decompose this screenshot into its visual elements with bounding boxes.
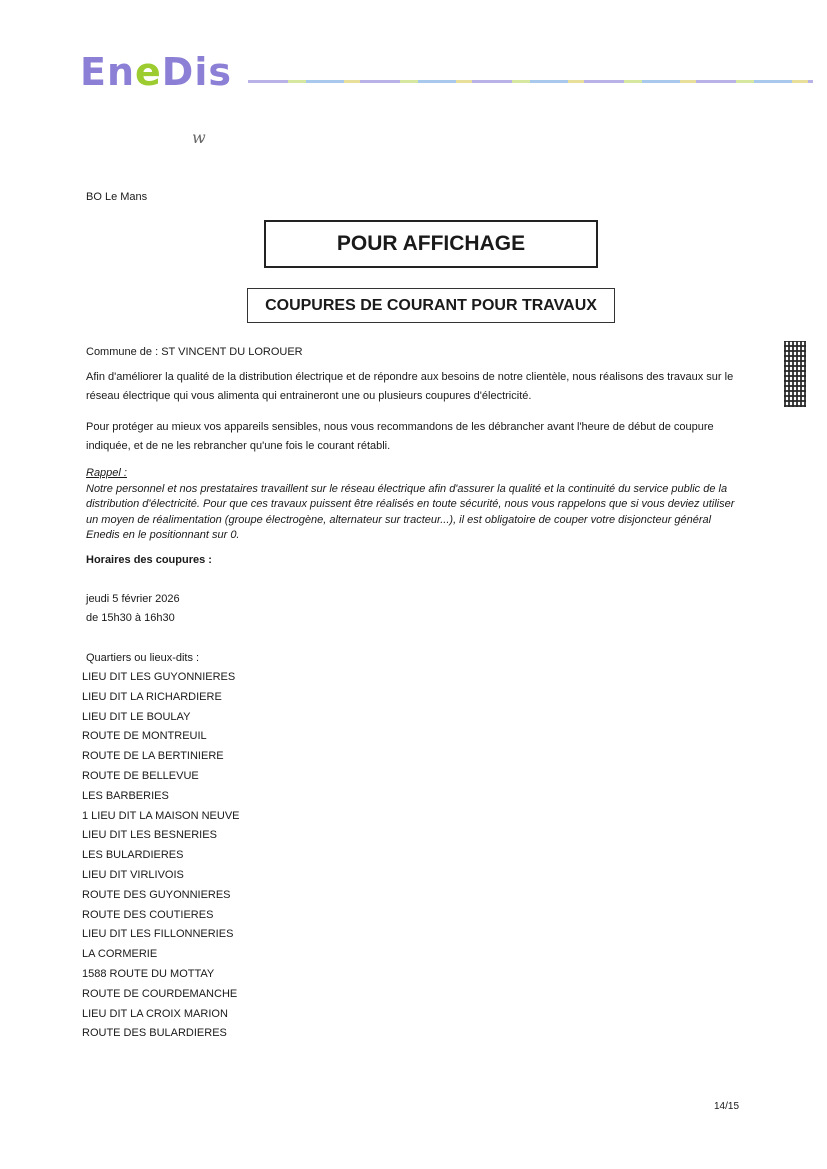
outage-time: de 15h30 à 16h30 bbox=[86, 612, 175, 624]
datamatrix-code bbox=[784, 341, 806, 407]
schedule-heading: Horaires des coupures : bbox=[86, 554, 212, 566]
header-divider-line bbox=[248, 80, 813, 83]
location-item: 1588 ROUTE DU MOTTAY bbox=[82, 967, 215, 980]
location-item: LIEU DIT LA CROIX MARION bbox=[82, 1007, 228, 1020]
page-title: POUR AFFICHAGE bbox=[336, 232, 526, 255]
location-item: LIEU DIT LES BESNERIES bbox=[82, 829, 217, 842]
location-item: 1 LIEU DIT LA MAISON NEUVE bbox=[82, 809, 240, 822]
intro-paragraph: Afin d'améliorer la qualité de la distribution électrique et de répondre aux besoins de notre clientèle, nous réalisons des travaux sur le réseau électrique qui vous alimenta qui entraineront une ou plusieurs coupures d'électricité. bbox=[86, 371, 734, 402]
commune-line: Commune de : ST VINCENT DU LOROUER bbox=[86, 346, 303, 358]
location-item: LIEU DIT LA RICHARDIERE bbox=[82, 690, 222, 703]
office-label: BO Le Mans bbox=[86, 191, 148, 203]
handwritten-mark: w bbox=[192, 128, 206, 147]
locations-heading: Quartiers ou lieux-dits : bbox=[86, 652, 200, 664]
locations-list bbox=[82, 668, 240, 1044]
location-item: LIEU DIT LE BOULAY bbox=[82, 710, 191, 723]
location-item: LA CORMERIE bbox=[82, 948, 158, 961]
location-item: ROUTE DE BELLEVUE bbox=[82, 769, 199, 782]
reminder-text: Notre personnel et nos prestataires travaillent sur le réseau électrique afin d'assurer la qualité et la continuité du service public de la distribution d'électricité. Pour que ces travaux puissent être réalisés en toute sécurité, nous vous rappelons que si vous deviez utiliser un moyen de réalimentation (groupe électrogène, alternateur sur tracteur...), il est obligatoire de couper votre disjoncteur général Enedis en le positionnant sur 0. bbox=[86, 482, 735, 541]
location-item: ROUTE DE COURDEMANCHE bbox=[82, 987, 238, 1000]
page-number: 14/15 bbox=[714, 1101, 740, 1112]
outage-date: jeudi 5 février 2026 bbox=[86, 593, 180, 605]
enedis-logo: EneDis bbox=[80, 50, 232, 94]
location-item: ROUTE DE LA BERTINIERE bbox=[82, 750, 224, 763]
reminder-label: Rappel : bbox=[86, 467, 127, 479]
location-item: ROUTE DE MONTREUIL bbox=[82, 730, 207, 743]
location-item: ROUTE DES BULARDIERES bbox=[82, 1027, 227, 1040]
location-item: ROUTE DES GUYONNIERES bbox=[82, 888, 231, 901]
title-box bbox=[264, 220, 598, 268]
page-subtitle: COUPURES DE COURANT POUR TRAVAUX bbox=[265, 296, 597, 314]
location-item: LES BARBERIES bbox=[82, 789, 169, 802]
location-item: LES BULARDIERES bbox=[82, 849, 184, 862]
advice-paragraph: Pour protéger au mieux vos appareils sensibles, nous vous recommandons de les débrancher avant l'heure de début de coupure indiquée, et de ne les rebrancher qu'une fois le courant rétabli. bbox=[86, 421, 714, 452]
location-item: LIEU DIT LES FILLONNERIES bbox=[82, 928, 234, 941]
location-item: ROUTE DES COUTIERES bbox=[82, 908, 214, 921]
reminder-block bbox=[86, 466, 746, 544]
location-item: LIEU DIT LES GUYONNIERES bbox=[82, 671, 236, 683]
subtitle-box bbox=[247, 288, 615, 323]
location-item: LIEU DIT VIRLIVOIS bbox=[82, 868, 184, 881]
